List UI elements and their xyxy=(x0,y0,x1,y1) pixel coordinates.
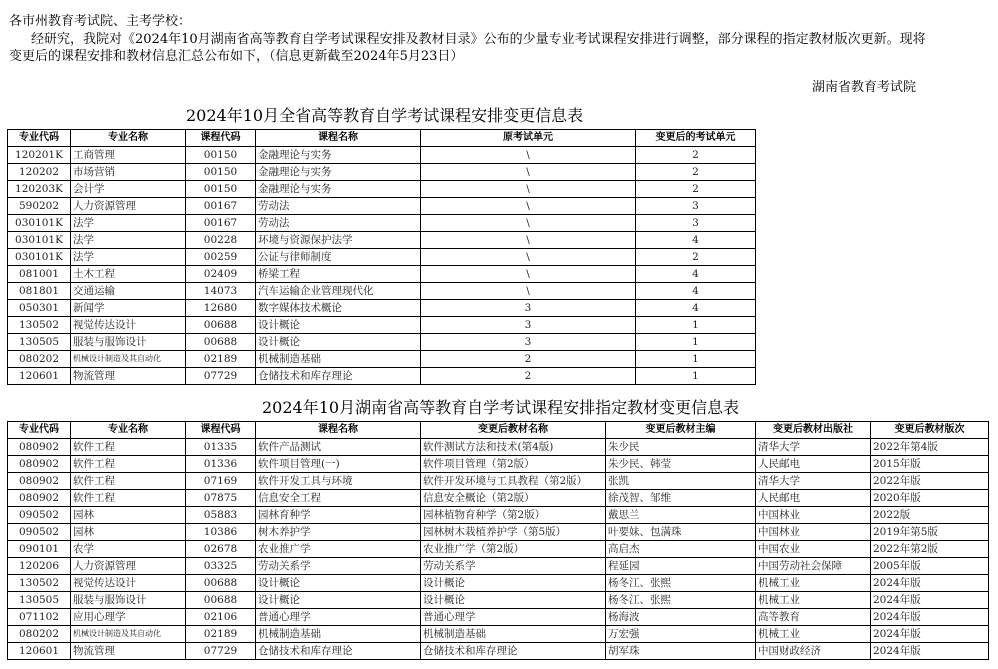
table-cell: 工商管理 xyxy=(71,147,186,164)
table-row xyxy=(8,558,989,575)
table-row xyxy=(8,334,756,351)
table-cell: \ xyxy=(421,266,636,283)
table-cell: 中国林业 xyxy=(756,524,871,541)
table-cell: 07729 xyxy=(186,368,256,385)
table-cell: 汽车运输企业管理现代化 xyxy=(256,283,421,300)
table-cell: 中国农业 xyxy=(756,541,871,558)
table-row xyxy=(8,283,756,300)
table-row xyxy=(8,439,989,456)
table-cell: 590202 xyxy=(8,198,71,215)
table-cell: 2024年版 xyxy=(871,643,989,660)
table-cell: 高等教育 xyxy=(756,609,871,626)
table-cell: 02409 xyxy=(186,266,256,283)
table-cell: 桥梁工程 xyxy=(256,266,421,283)
table-cell: 081001 xyxy=(8,266,71,283)
table-cell: 2015年版 xyxy=(871,456,989,473)
table-cell: 2 xyxy=(636,147,756,164)
table-cell: 法学 xyxy=(71,215,186,232)
column-header: 课程名称 xyxy=(256,422,421,439)
table1-header-row xyxy=(8,130,756,147)
table-cell: 4 xyxy=(636,232,756,249)
table-cell: 设计概论 xyxy=(256,317,421,334)
table2-body xyxy=(8,439,989,660)
table-cell: 1 xyxy=(636,317,756,334)
column-header: 专业名称 xyxy=(71,130,186,147)
column-header: 课程代码 xyxy=(186,130,256,147)
table-cell: 服装与服饰设计 xyxy=(71,592,186,609)
column-header: 变更后教材出版社 xyxy=(756,422,871,439)
table-cell: 090101 xyxy=(8,541,71,558)
table-row xyxy=(8,592,989,609)
table-cell: 普通心理学 xyxy=(256,609,421,626)
table2-title: 2024年10月湖南省高等教育自学考试课程安排指定教材变更信息表 xyxy=(262,398,740,417)
table-cell: \ xyxy=(421,249,636,266)
table-cell: 机械设计制造及其自动化 xyxy=(71,626,186,643)
table-cell: \ xyxy=(421,215,636,232)
table-cell: 120202 xyxy=(8,164,71,181)
notice-salutation: 各市州教育考试院、主考学校： xyxy=(9,14,192,29)
table1-title: 2024年10月全省高等教育自学考试课程安排变更信息表 xyxy=(186,106,584,125)
column-header: 变更后的考试单元 xyxy=(636,130,756,147)
table-row xyxy=(8,317,756,334)
table-cell: 应用心理学 xyxy=(71,609,186,626)
table-cell: 030101K xyxy=(8,232,71,249)
table-cell: 00688 xyxy=(186,575,256,592)
table-cell: 14073 xyxy=(186,283,256,300)
table-row xyxy=(8,147,756,164)
table-cell: 人力资源管理 xyxy=(71,198,186,215)
table-cell: 4 xyxy=(636,283,756,300)
table-cell: 080902 xyxy=(8,456,71,473)
table-cell: 设计概论 xyxy=(421,592,606,609)
table-cell: 会计学 xyxy=(71,181,186,198)
table-cell: 07875 xyxy=(186,490,256,507)
table-cell: 软件工程 xyxy=(71,439,186,456)
table-cell: 2 xyxy=(421,351,636,368)
table-cell: 软件开发工具与环境 xyxy=(256,473,421,490)
table-cell: 高启杰 xyxy=(606,541,756,558)
column-header: 课程名称 xyxy=(256,130,421,147)
table-row xyxy=(8,575,989,592)
notice-body-line-1: 经研究，我院对《2024年10月湖南省高等教育自学考试课程安排及教材目录》公布的少量专业考试课程安排进行调整，部分课程的指定教材版次更新。现将 xyxy=(31,32,926,47)
table-cell: 120203K xyxy=(8,181,71,198)
table-cell: 金融理论与实务 xyxy=(256,147,421,164)
table-cell: 视觉传达设计 xyxy=(71,575,186,592)
table-cell: 设计概论 xyxy=(421,575,606,592)
table-cell: 05883 xyxy=(186,507,256,524)
table-cell: 07729 xyxy=(186,643,256,660)
table-cell: 机械工业 xyxy=(756,626,871,643)
table-cell: 农业推广学 xyxy=(256,541,421,558)
table-row xyxy=(8,164,756,181)
table-cell: 物流管理 xyxy=(71,368,186,385)
table-cell: 万宏强 xyxy=(606,626,756,643)
table-cell: \ xyxy=(421,181,636,198)
table-cell: 徐茂智、邹维 xyxy=(606,490,756,507)
table-cell: 软件工程 xyxy=(71,473,186,490)
table-cell: 080902 xyxy=(8,490,71,507)
table-cell: 中国林业 xyxy=(756,507,871,524)
column-header: 变更后教材名称 xyxy=(421,422,606,439)
table-row xyxy=(8,541,989,558)
table-cell: 00167 xyxy=(186,198,256,215)
column-header: 变更后教材主编 xyxy=(606,422,756,439)
table-cell: 机械设计制造及其自动化 xyxy=(71,351,186,368)
table-cell: 园林 xyxy=(71,524,186,541)
table-cell: 园林植物育种学（第2版） xyxy=(421,507,606,524)
table-cell: 机械工业 xyxy=(756,575,871,592)
column-header: 课程代码 xyxy=(186,422,256,439)
table-cell: 030101K xyxy=(8,215,71,232)
table-cell: 清华大学 xyxy=(756,439,871,456)
table-cell: 1 xyxy=(636,351,756,368)
table-cell: 叶要妹、包满珠 xyxy=(606,524,756,541)
table-cell: 1 xyxy=(636,368,756,385)
table-cell: 胡军珠 xyxy=(606,643,756,660)
table-cell: 软件产品测试 xyxy=(256,439,421,456)
table-cell: 00688 xyxy=(186,592,256,609)
table-row xyxy=(8,215,756,232)
table-cell: 12680 xyxy=(186,300,256,317)
table-cell: 人力资源管理 xyxy=(71,558,186,575)
table-cell: 人民邮电 xyxy=(756,456,871,473)
table-cell: 杨冬江、张熙 xyxy=(606,592,756,609)
table-cell: 软件工程 xyxy=(71,456,186,473)
column-header: 专业名称 xyxy=(71,422,186,439)
table-cell: 00259 xyxy=(186,249,256,266)
table-cell: 130505 xyxy=(8,592,71,609)
table-cell: 050301 xyxy=(8,300,71,317)
header-row xyxy=(8,130,756,147)
table-cell: 090502 xyxy=(8,507,71,524)
table-row xyxy=(8,609,989,626)
table-cell: 2022年第2版 xyxy=(871,541,989,558)
table-cell: 080202 xyxy=(8,351,71,368)
table-cell: 仓储技术和库存理论 xyxy=(256,643,421,660)
table-cell: 2 xyxy=(636,164,756,181)
table-row xyxy=(8,368,756,385)
table-cell: 张凯 xyxy=(606,473,756,490)
column-header: 专业代码 xyxy=(8,130,71,147)
table-row xyxy=(8,232,756,249)
table-cell: 朱少民、韩莹 xyxy=(606,456,756,473)
table-cell: 中国劳动社会保障 xyxy=(756,558,871,575)
table-cell: \ xyxy=(421,283,636,300)
table-cell: 机械制造基础 xyxy=(256,351,421,368)
table-row xyxy=(8,198,756,215)
table-cell: 00688 xyxy=(186,334,256,351)
table-cell: 02189 xyxy=(186,351,256,368)
table-cell: 程延园 xyxy=(606,558,756,575)
table-cell: \ xyxy=(421,147,636,164)
table-cell: 081801 xyxy=(8,283,71,300)
table-cell: 戴思兰 xyxy=(606,507,756,524)
table-cell: 金融理论与实务 xyxy=(256,181,421,198)
table-cell: 新闻学 xyxy=(71,300,186,317)
table-cell: 农业推广学（第2版） xyxy=(421,541,606,558)
table-cell: 3 xyxy=(421,334,636,351)
table-cell: 设计概论 xyxy=(256,334,421,351)
table-cell: 120601 xyxy=(8,368,71,385)
table-cell: 软件开发环境与工具教程（第2版） xyxy=(421,473,606,490)
table-cell: 4 xyxy=(636,266,756,283)
table-cell: 劳动关系学 xyxy=(421,558,606,575)
table-cell: 090502 xyxy=(8,524,71,541)
table-cell: 080202 xyxy=(8,626,71,643)
table-cell: 130505 xyxy=(8,334,71,351)
table-row xyxy=(8,351,756,368)
table-cell: 4 xyxy=(636,300,756,317)
table-cell: 02189 xyxy=(186,626,256,643)
table-cell: 数字媒体技术概论 xyxy=(256,300,421,317)
table-cell: 物流管理 xyxy=(71,643,186,660)
table-cell: 130502 xyxy=(8,575,71,592)
table-cell: 服装与服饰设计 xyxy=(71,334,186,351)
table-cell: 3 xyxy=(636,215,756,232)
table-cell: 树木养护学 xyxy=(256,524,421,541)
table-cell: 2024年版 xyxy=(871,609,989,626)
notice-body-line-2: 变更后的课程安排和教材信息汇总公布如下，（信息更新截至2024年5月23日） xyxy=(9,49,464,64)
table-cell: 07169 xyxy=(186,473,256,490)
table-cell: 02106 xyxy=(186,609,256,626)
table-row xyxy=(8,249,756,266)
table-cell: 园林树木栽植养护学（第5版） xyxy=(421,524,606,541)
table-cell: 人民邮电 xyxy=(756,490,871,507)
table-cell: 1 xyxy=(636,334,756,351)
table-cell: 软件测试方法和技术(第4版) xyxy=(421,439,606,456)
table-cell: 视觉传达设计 xyxy=(71,317,186,334)
table-cell: 法学 xyxy=(71,249,186,266)
table-cell: 2 xyxy=(636,181,756,198)
table-cell: 130502 xyxy=(8,317,71,334)
table1-body xyxy=(8,147,756,385)
table-cell: 设计概论 xyxy=(256,575,421,592)
table-cell: 030101K xyxy=(8,249,71,266)
table-cell: 2024年版 xyxy=(871,626,989,643)
table-cell: \ xyxy=(421,232,636,249)
table-cell: \ xyxy=(421,198,636,215)
table-cell: 杨冬江、张熙 xyxy=(606,575,756,592)
table-cell: 2 xyxy=(421,368,636,385)
table-cell: 劳动法 xyxy=(256,215,421,232)
table-row xyxy=(8,456,989,473)
table-cell: 市场营销 xyxy=(71,164,186,181)
table-cell: 2022年版 xyxy=(871,473,989,490)
table-cell: 00150 xyxy=(186,147,256,164)
table-cell: 03325 xyxy=(186,558,256,575)
table-row xyxy=(8,300,756,317)
table-row xyxy=(8,524,989,541)
table-cell: 2019年第5版 xyxy=(871,524,989,541)
table-cell: 071102 xyxy=(8,609,71,626)
table-row xyxy=(8,266,756,283)
exam-schedule-change-table xyxy=(7,129,756,385)
table-cell: 2022年第4版 xyxy=(871,439,989,456)
table-cell: 080902 xyxy=(8,473,71,490)
table-cell: 00228 xyxy=(186,232,256,249)
column-header: 专业代码 xyxy=(8,422,71,439)
table-cell: 080902 xyxy=(8,439,71,456)
table-cell: 机械制造基础 xyxy=(256,626,421,643)
table-cell: 2024年版 xyxy=(871,575,989,592)
table-cell: 信息安全工程 xyxy=(256,490,421,507)
column-header: 变更后教材版次 xyxy=(871,422,989,439)
table-cell: 00150 xyxy=(186,181,256,198)
textbook-change-table xyxy=(7,421,989,660)
table-row xyxy=(8,626,989,643)
table-cell: 2005年版 xyxy=(871,558,989,575)
table-cell: 仓储技术和库存理论 xyxy=(256,368,421,385)
column-header: 原考试单元 xyxy=(421,130,636,147)
table-cell: 01335 xyxy=(186,439,256,456)
table-cell: 普通心理学 xyxy=(421,609,606,626)
table-cell: 120601 xyxy=(8,643,71,660)
table-cell: 2 xyxy=(636,249,756,266)
table-cell: 2020年版 xyxy=(871,490,989,507)
table-cell: 朱少民 xyxy=(606,439,756,456)
table-cell: 机械制造基础 xyxy=(421,626,606,643)
table-cell: 00688 xyxy=(186,317,256,334)
table-cell: 金融理论与实务 xyxy=(256,164,421,181)
table-cell: 00167 xyxy=(186,215,256,232)
table-cell: 杨海波 xyxy=(606,609,756,626)
table-cell: 3 xyxy=(421,317,636,334)
table-cell: 10386 xyxy=(186,524,256,541)
table-cell: 软件项目管理（第2版） xyxy=(421,456,606,473)
table-row xyxy=(8,473,989,490)
table-row xyxy=(8,181,756,198)
table-cell: 3 xyxy=(421,300,636,317)
table-cell: 120206 xyxy=(8,558,71,575)
table-cell: 劳动关系学 xyxy=(256,558,421,575)
table-cell: 土木工程 xyxy=(71,266,186,283)
table-cell: 劳动法 xyxy=(256,198,421,215)
table-cell: 设计概论 xyxy=(256,592,421,609)
table-cell: 机械工业 xyxy=(756,592,871,609)
table-cell: 120201K xyxy=(8,147,71,164)
table2-header-row xyxy=(8,422,989,439)
table-cell: 软件项目管理(一) xyxy=(256,456,421,473)
table-cell: 2022版 xyxy=(871,507,989,524)
table-cell: 农学 xyxy=(71,541,186,558)
notice-signer: 湖南省教育考试院 xyxy=(812,80,917,95)
table-cell: 环境与资源保护法学 xyxy=(256,232,421,249)
table-cell: 00150 xyxy=(186,164,256,181)
table-row xyxy=(8,643,989,660)
table-cell: 园林育种学 xyxy=(256,507,421,524)
table-cell: 2024年版 xyxy=(871,592,989,609)
table-cell: 01336 xyxy=(186,456,256,473)
table-cell: 公证与律师制度 xyxy=(256,249,421,266)
table-cell: 02678 xyxy=(186,541,256,558)
table-cell: 软件工程 xyxy=(71,490,186,507)
table-cell: 中国财政经济 xyxy=(756,643,871,660)
header-row xyxy=(8,422,989,439)
table-cell: 3 xyxy=(636,198,756,215)
table-cell: 仓储技术和库存理论 xyxy=(421,643,606,660)
table-cell: \ xyxy=(421,164,636,181)
table-cell: 园林 xyxy=(71,507,186,524)
table-row xyxy=(8,490,989,507)
table-cell: 交通运输 xyxy=(71,283,186,300)
table-cell: 法学 xyxy=(71,232,186,249)
table-row xyxy=(8,507,989,524)
table-cell: 信息安全概论（第2版） xyxy=(421,490,606,507)
table-cell: 清华大学 xyxy=(756,473,871,490)
